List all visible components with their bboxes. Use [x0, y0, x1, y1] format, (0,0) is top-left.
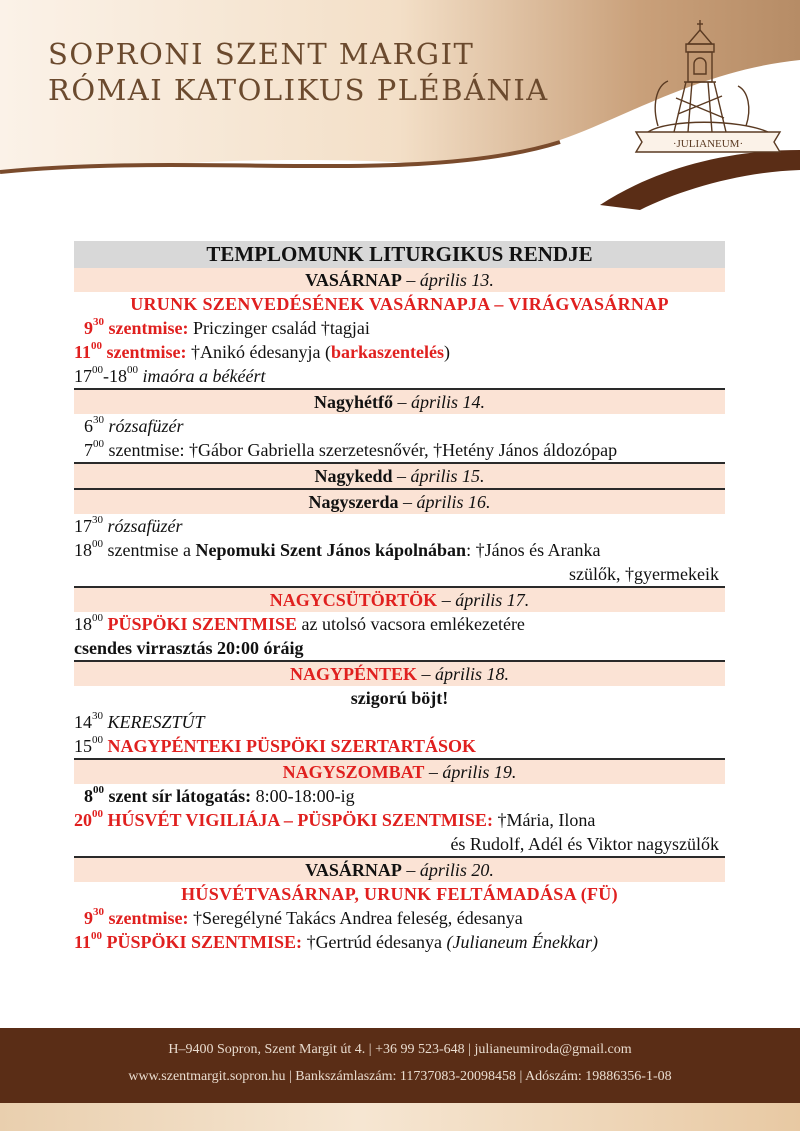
entry-kind: szentmise:: [102, 342, 187, 362]
day-header-saturday: NAGYSZOMBAT – április 19.: [74, 758, 725, 784]
time: $9^{30}$: [84, 316, 104, 338]
parish-title-line1: SOPRONI SZENT MARGIT: [48, 37, 475, 71]
schedule-entry: $6^{30}$ rózsafüzér: [84, 414, 184, 436]
day-header-friday: NAGYPÉNTEK – április 18.: [74, 660, 725, 686]
footer: [0, 1028, 800, 1103]
day-header-monday: Nagyhétfő – április 14.: [74, 388, 725, 414]
schedule-entry: $17^{30}$ rózsafüzér: [74, 514, 183, 536]
schedule-entry: $11^{00}$ PÜSPÖKI SZENTMISE: †Gertrúd édesanya (Julianeum Énekkar): [74, 930, 598, 952]
footer-contact: H–9400 Sopron, Szent Margit út 4. | +36 99 523-648 | julianeumiroda@gmail.com: [168, 1042, 632, 1057]
footer-bank-info: www.szentmargit.sopron.hu | Bankszámlaszám: 11737083-20098458 | Adószám: 19886356-1-08: [128, 1069, 672, 1084]
schedule-entry: $18^{00}$ szentmise a Nepomuki Szent János kápolnában: †János és Aranka: [74, 538, 601, 560]
schedule-entry: $7^{00}$ szentmise: †Gábor Gabriella szerzetesnővér, †Hetény János áldozópap: [84, 438, 618, 460]
day-name: VASÁRNAP: [305, 270, 402, 290]
entry-kind: szentmise:: [104, 318, 189, 338]
schedule-title: TEMPLOMUNK LITURGIKUS RENDJE: [74, 241, 725, 268]
day-header-thursday: NAGYCSÜTÖRTÖK – április 17.: [74, 586, 725, 612]
schedule-entry-continued: szülők, †gyermekeik: [569, 564, 719, 584]
entry-text: Priczinger család †tagjai: [188, 318, 370, 338]
time: $17^{00}-18^{00}$: [74, 364, 138, 386]
day-header-tuesday: Nagykedd – április 15.: [74, 462, 725, 488]
feast-title: URUNK SZENVEDÉSÉNEK VASÁRNAPJA – VIRÁGVASÁRNAP: [130, 294, 669, 314]
schedule-entry: $15^{00}$ NAGYPÉNTEKI PÜSPÖKI SZERTARTÁSOK: [74, 734, 476, 756]
logo-text: ·JULIANEUM·: [672, 138, 744, 150]
entry-text: imaóra a békéért: [138, 366, 266, 386]
julianeum-logo: [628, 14, 788, 164]
schedule-entry-continued: és Rudolf, Adél és Viktor nagyszülők: [450, 834, 719, 854]
schedule-entry: [74, 316, 725, 340]
schedule-entry: [74, 364, 725, 388]
schedule-entry: $8^{00}$ szent sír látogatás: 8:00-18:00-ig: [84, 784, 355, 806]
time: $11^{00}$: [74, 340, 103, 362]
day-date: – április 13.: [401, 270, 494, 290]
day-header-sunday-20: VASÁRNAP – április 20.: [74, 856, 725, 882]
parish-title: [48, 36, 549, 108]
entry-extra: barkaszentelés: [330, 342, 444, 362]
feast-title: HÚSVÉTVASÁRNAP, URUNK FELTÁMADÁSA (FÜ): [181, 884, 618, 904]
schedule-entry: $14^{30}$ KERESZTÚT: [74, 710, 205, 732]
liturgical-schedule: [74, 241, 725, 954]
schedule-entry: $9^{30}$ szentmise: †Seregélyné Takács Andrea feleség, édesanya: [84, 906, 523, 928]
schedule-entry: csendes virrasztás 20:00 óráig: [74, 638, 304, 658]
fasting-note: szigorú böjt!: [350, 688, 449, 708]
day-header-sunday-13: [74, 268, 725, 292]
day-header-wednesday: Nagyszerda – április 16.: [74, 488, 725, 514]
footer-decor-strip: [0, 1103, 800, 1131]
schedule-entry: $20^{00}$ HÚSVÉT VIGILIÁJA – PÜSPÖKI SZENTMISE: †Mária, Ilona: [74, 808, 596, 830]
schedule-entry: $18^{00}$ PÜSPÖKI SZENTMISE az utolsó vacsora emlékezetére: [74, 612, 525, 634]
schedule-entry: $11^{00}$ szentmise: †Anikó édesanyja (barkaszentelés): [74, 340, 450, 362]
entry-text: †Anikó édesanyja (: [186, 342, 331, 362]
parish-title-line2: RÓMAI KATOLIKUS PLÉBÁNIA: [48, 73, 549, 107]
